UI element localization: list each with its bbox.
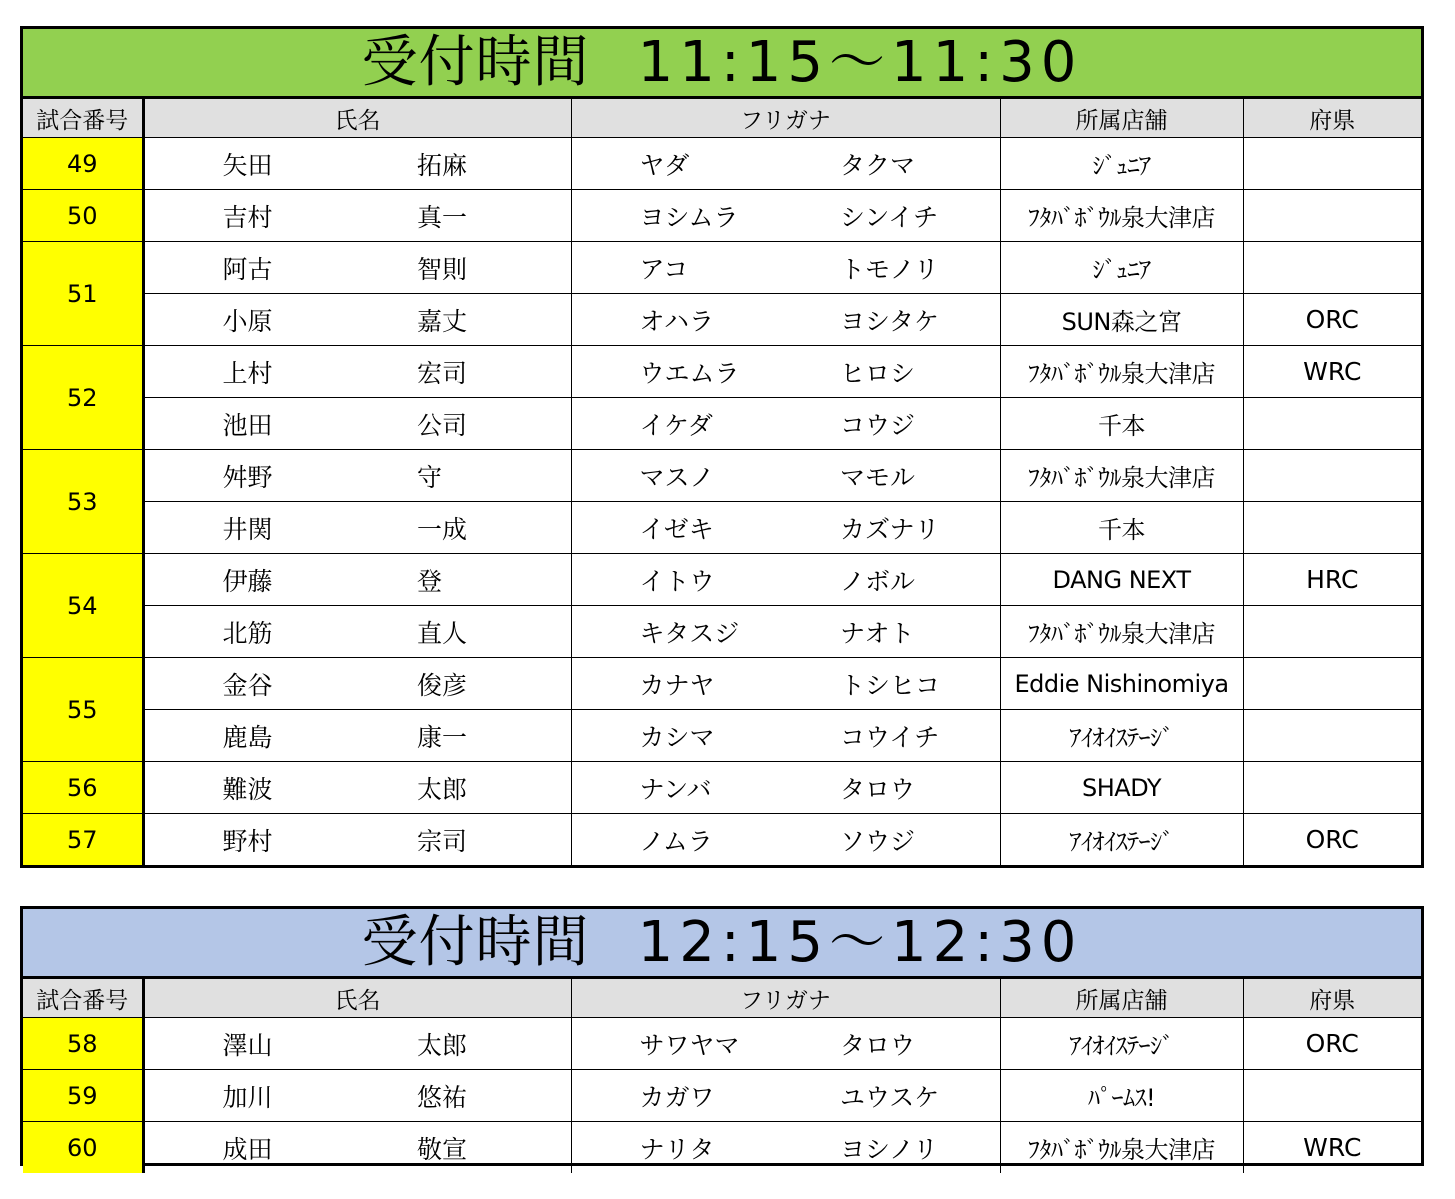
player-prefecture (1243, 710, 1421, 762)
player-kana-surname: ウエムラ (571, 346, 785, 398)
player-surname: 鹿島 (143, 710, 357, 762)
player-store: ﾊﾟｰﾑｽ! (1000, 1070, 1243, 1122)
session-label: 受付時間 (361, 909, 590, 975)
player-store: ｱｲｵｲｽﾃｰｼﾞ (1000, 710, 1243, 762)
player-prefecture (1243, 242, 1421, 294)
player-kana-surname: サワヤマ (571, 1018, 785, 1070)
session-time: 11:15～11:30 (637, 29, 1083, 95)
player-store: ｼﾞｭﾆｱ (1000, 242, 1243, 294)
player-prefecture (1243, 190, 1421, 242)
player-kana-given: ヨシタケ (785, 294, 1000, 346)
player-given-name: 守 (357, 450, 571, 502)
player-surname: 阿古 (143, 242, 357, 294)
player-kana-given: ユウスケ (785, 1070, 1000, 1122)
table-row (23, 762, 1421, 814)
player-given-name: 嘉丈 (357, 294, 571, 346)
player-store: 千本 (1000, 398, 1243, 450)
table-row (23, 1018, 1421, 1070)
player-surname: 舛野 (143, 450, 357, 502)
player-store: ｱｲｵｲｽﾃｰｼﾞ (1000, 1018, 1243, 1070)
entry-rows-2 (23, 1018, 1421, 1174)
player-kana-surname: カナヤ (571, 658, 785, 710)
table-row (23, 554, 1421, 606)
player-surname: 北筋 (143, 606, 357, 658)
table-row (23, 398, 1421, 450)
player-prefecture: HRC (1243, 554, 1421, 606)
match-number: 56 (23, 762, 143, 814)
header-row (23, 979, 1421, 1018)
player-given-name: 康一 (357, 710, 571, 762)
player-store: ｼﾞｭﾆｱ (1000, 138, 1243, 190)
player-kana-given: タロウ (785, 1018, 1000, 1070)
header-store: 所属店舗 (1000, 979, 1243, 1018)
header-name: 氏名 (143, 99, 571, 138)
player-prefecture (1243, 138, 1421, 190)
player-prefecture (1243, 1070, 1421, 1122)
player-surname: 難波 (143, 762, 357, 814)
table-row (23, 242, 1421, 294)
player-surname: 成田 (143, 1122, 357, 1174)
player-store: ﾌﾀﾊﾞﾎﾞｳﾙ泉大津店 (1000, 606, 1243, 658)
match-number: 58 (23, 1018, 143, 1070)
player-store: ﾌﾀﾊﾞﾎﾞｳﾙ泉大津店 (1000, 346, 1243, 398)
player-store: SUN森之宮 (1000, 294, 1243, 346)
table-row (23, 658, 1421, 710)
table-row (23, 606, 1421, 658)
match-number: 53 (23, 450, 143, 554)
table-row (23, 346, 1421, 398)
player-kana-surname: イゼキ (571, 502, 785, 554)
player-prefecture (1243, 502, 1421, 554)
header-furigana: フリガナ (571, 99, 1000, 138)
player-kana-surname: カガワ (571, 1070, 785, 1122)
header-name: 氏名 (143, 979, 571, 1018)
player-kana-surname: カシマ (571, 710, 785, 762)
player-kana-surname: マスノ (571, 450, 785, 502)
player-surname: 矢田 (143, 138, 357, 190)
player-kana-given: ヨシノリ (785, 1122, 1000, 1174)
player-store: DANG NEXT (1000, 554, 1243, 606)
match-number: 57 (23, 814, 143, 866)
player-given-name: 悠祐 (357, 1070, 571, 1122)
player-kana-surname: ナリタ (571, 1122, 785, 1174)
player-given-name: 太郎 (357, 1018, 571, 1070)
player-store: 千本 (1000, 502, 1243, 554)
player-kana-given: タクマ (785, 138, 1000, 190)
session-title-2 (23, 909, 1421, 979)
table-row (23, 450, 1421, 502)
table-row (23, 814, 1421, 866)
player-given-name: 一成 (357, 502, 571, 554)
player-store: SHADY (1000, 762, 1243, 814)
session-title-1 (23, 29, 1421, 99)
player-kana-surname: イケダ (571, 398, 785, 450)
player-given-name: 敬宣 (357, 1122, 571, 1174)
match-number: 51 (23, 242, 143, 346)
table-row (23, 190, 1421, 242)
player-given-name: 拓麻 (357, 138, 571, 190)
player-kana-surname: ヤダ (571, 138, 785, 190)
player-prefecture: WRC (1243, 346, 1421, 398)
player-surname: 金谷 (143, 658, 357, 710)
session-label: 受付時間 (361, 29, 590, 95)
player-surname: 吉村 (143, 190, 357, 242)
player-kana-given: コウイチ (785, 710, 1000, 762)
player-surname: 上村 (143, 346, 357, 398)
match-number: 54 (23, 554, 143, 658)
player-prefecture (1243, 398, 1421, 450)
header-row (23, 99, 1421, 138)
table-row (23, 1122, 1421, 1174)
player-kana-given: ソウジ (785, 814, 1000, 866)
player-kana-given: ノボル (785, 554, 1000, 606)
player-kana-surname: ナンバ (571, 762, 785, 814)
player-kana-given: カズナリ (785, 502, 1000, 554)
player-prefecture (1243, 658, 1421, 710)
player-kana-given: トシヒコ (785, 658, 1000, 710)
player-kana-surname: キタスジ (571, 606, 785, 658)
player-given-name: 俊彦 (357, 658, 571, 710)
entry-table-2 (23, 979, 1421, 1173)
player-kana-surname: オハラ (571, 294, 785, 346)
match-number: 52 (23, 346, 143, 450)
player-kana-given: シンイチ (785, 190, 1000, 242)
player-kana-surname: アコ (571, 242, 785, 294)
player-kana-given: タロウ (785, 762, 1000, 814)
player-prefecture: ORC (1243, 1018, 1421, 1070)
table-row (23, 502, 1421, 554)
table-row (23, 1070, 1421, 1122)
table-row (23, 138, 1421, 190)
match-number: 49 (23, 138, 143, 190)
table-row (23, 294, 1421, 346)
session-time: 12:15～12:30 (637, 909, 1083, 975)
table-row (23, 710, 1421, 762)
player-kana-given: ヒロシ (785, 346, 1000, 398)
match-number: 50 (23, 190, 143, 242)
match-number: 55 (23, 658, 143, 762)
player-surname: 井関 (143, 502, 357, 554)
player-kana-surname: ノムラ (571, 814, 785, 866)
player-surname: 澤山 (143, 1018, 357, 1070)
player-given-name: 公司 (357, 398, 571, 450)
player-surname: 野村 (143, 814, 357, 866)
header-prefecture: 府県 (1243, 979, 1421, 1018)
player-store: Eddie Nishinomiya (1000, 658, 1243, 710)
player-given-name: 真一 (357, 190, 571, 242)
header-store: 所属店舗 (1000, 99, 1243, 138)
player-given-name: 太郎 (357, 762, 571, 814)
player-surname: 加川 (143, 1070, 357, 1122)
header-furigana: フリガナ (571, 979, 1000, 1018)
entry-table-1 (23, 99, 1421, 865)
player-given-name: 登 (357, 554, 571, 606)
player-kana-given: トモノリ (785, 242, 1000, 294)
player-kana-given: マモル (785, 450, 1000, 502)
player-prefecture (1243, 606, 1421, 658)
session-block-1 (20, 26, 1424, 868)
player-prefecture: ORC (1243, 814, 1421, 866)
player-prefecture: WRC (1243, 1122, 1421, 1174)
match-number: 59 (23, 1070, 143, 1122)
header-prefecture: 府県 (1243, 99, 1421, 138)
match-number: 60 (23, 1122, 143, 1174)
player-kana-surname: イトウ (571, 554, 785, 606)
player-kana-given: コウジ (785, 398, 1000, 450)
player-given-name: 智則 (357, 242, 571, 294)
player-surname: 池田 (143, 398, 357, 450)
player-kana-given: ナオト (785, 606, 1000, 658)
player-store: ﾌﾀﾊﾞﾎﾞｳﾙ泉大津店 (1000, 450, 1243, 502)
player-surname: 小原 (143, 294, 357, 346)
player-given-name: 宏司 (357, 346, 571, 398)
player-kana-surname: ヨシムラ (571, 190, 785, 242)
session-block-2 (20, 906, 1424, 1166)
player-prefecture: ORC (1243, 294, 1421, 346)
player-store: ﾌﾀﾊﾞﾎﾞｳﾙ泉大津店 (1000, 1122, 1243, 1174)
player-given-name: 宗司 (357, 814, 571, 866)
player-given-name: 直人 (357, 606, 571, 658)
player-prefecture (1243, 762, 1421, 814)
header-match-no: 試合番号 (23, 99, 143, 138)
player-surname: 伊藤 (143, 554, 357, 606)
player-store: ﾌﾀﾊﾞﾎﾞｳﾙ泉大津店 (1000, 190, 1243, 242)
player-store: ｱｲｵｲｽﾃｰｼﾞ (1000, 814, 1243, 866)
entry-rows-1 (23, 138, 1421, 866)
header-match-no: 試合番号 (23, 979, 143, 1018)
player-prefecture (1243, 450, 1421, 502)
